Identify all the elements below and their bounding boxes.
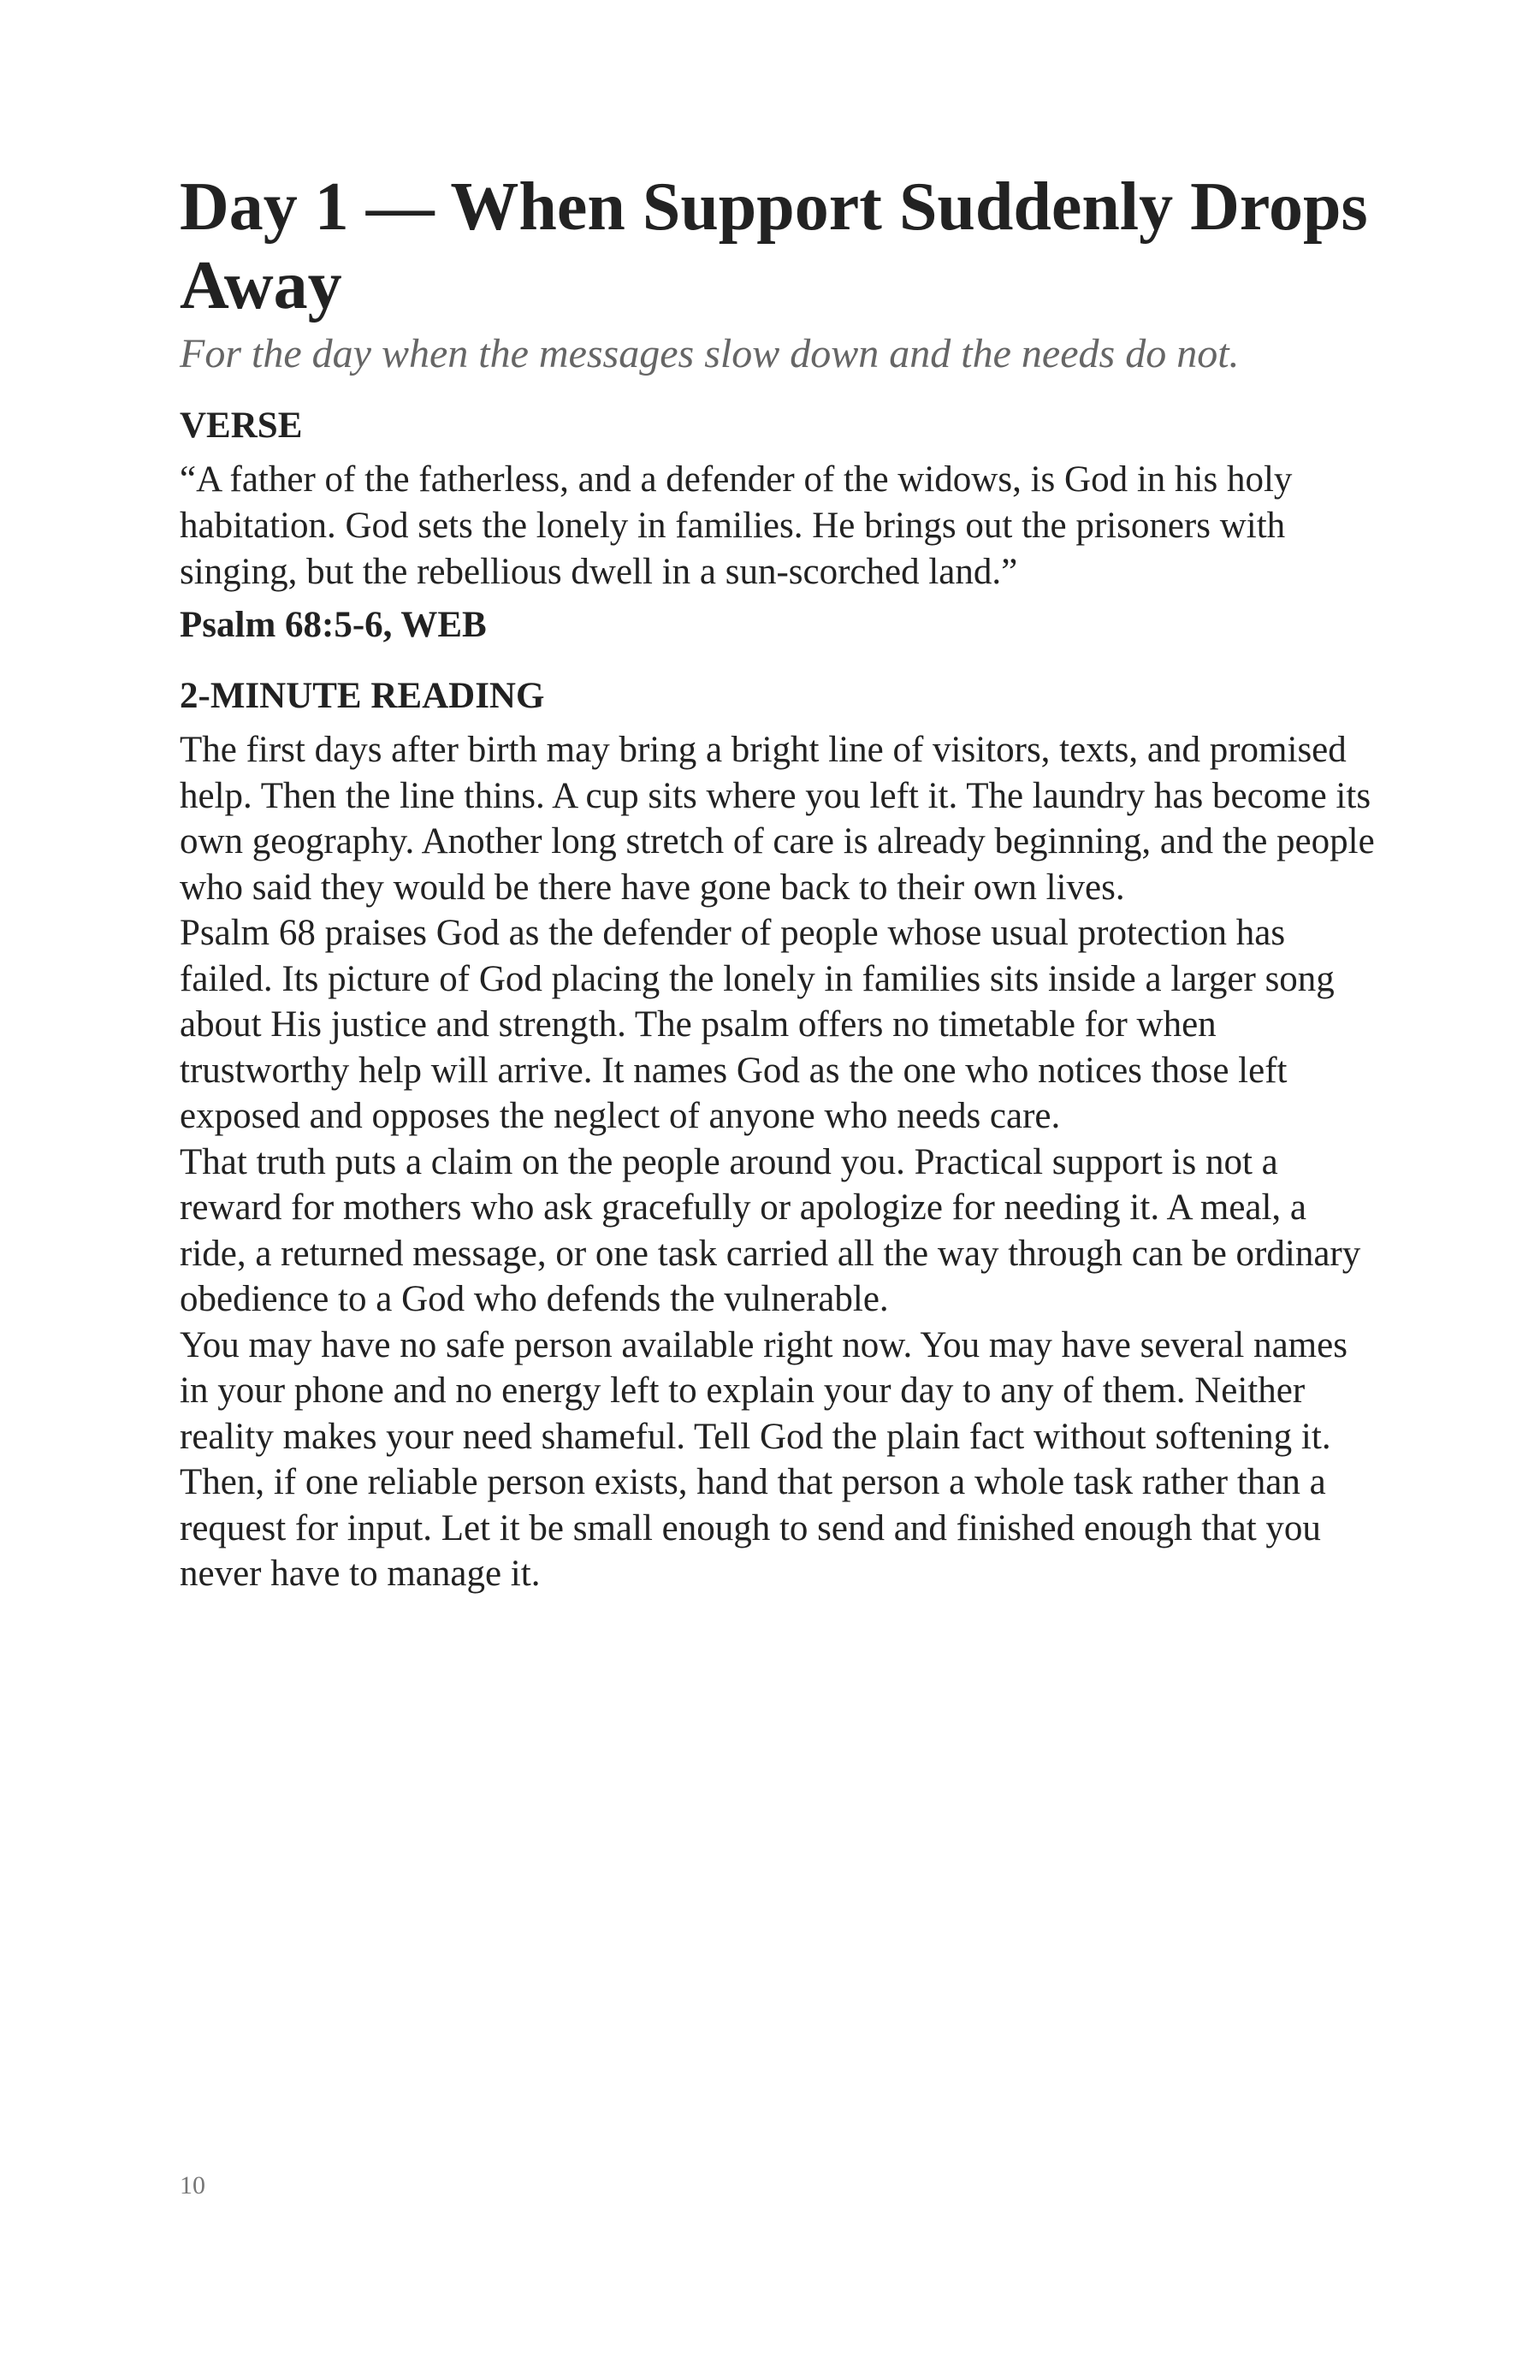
reading-paragraph: You may have no safe person available right now. You may have several names in your phone and no energy left to explain your day to any of them. Neither reality makes your need shameful. Tell God the plain fact without softening it. Then, if one reliable person exists, hand that person a whole task rather than a request for input. Let it be small enough to send and finished enough that you never have to manage it.	[180, 1324, 1348, 1594]
verse-reference: Psalm 68:5-6, WEB	[180, 605, 487, 645]
reading-paragraph: That truth puts a claim on the people around you. Practical support is not a reward for mothers who ask gracefully or apologize for needing it. A meal, a ride, a returned message, or one task carried all the way through can be ordinary obedience to a God who defends the vulnerable.	[180, 1141, 1361, 1319]
reading-body	[180, 727, 1377, 1597]
page-title: Day 1 — When Support Suddenly Drops Away	[180, 169, 1368, 323]
devotional-page	[180, 168, 1377, 1597]
verse-text: “A father of the fatherless, and a defender of the widows, is God in his holy habitation. God sets the lonely in families. He brings out the prisoners with singing, but the rebellious dwell in a sun-scorched land.”	[180, 459, 1293, 592]
reading-paragraph: Psalm 68 praises God as the defender of people whose usual protection has failed. Its picture of God placing the lonely in families sits inside a larger song about His justice and strength. The psalm offers no timetable for when trustworthy help will arrive. It names God as the one who notices those left exposed and opposes the neglect of anyone who needs care.	[180, 913, 1335, 1136]
page-number: 10	[180, 2171, 205, 2199]
page-subtitle: For the day when the messages slow down and the needs do not.	[180, 331, 1240, 376]
reading-paragraph: The first days after birth may bring a bright line of visitors, texts, and promised help. Then the line thins. A cup sits where you left it. The laundry has become its own geography. Another long stretch of care is already beginning, and the people who said they would be there have gone back to their own lives.	[180, 730, 1375, 908]
reading-heading: 2-MINUTE READING	[180, 676, 545, 716]
verse-heading: VERSE	[180, 406, 303, 446]
